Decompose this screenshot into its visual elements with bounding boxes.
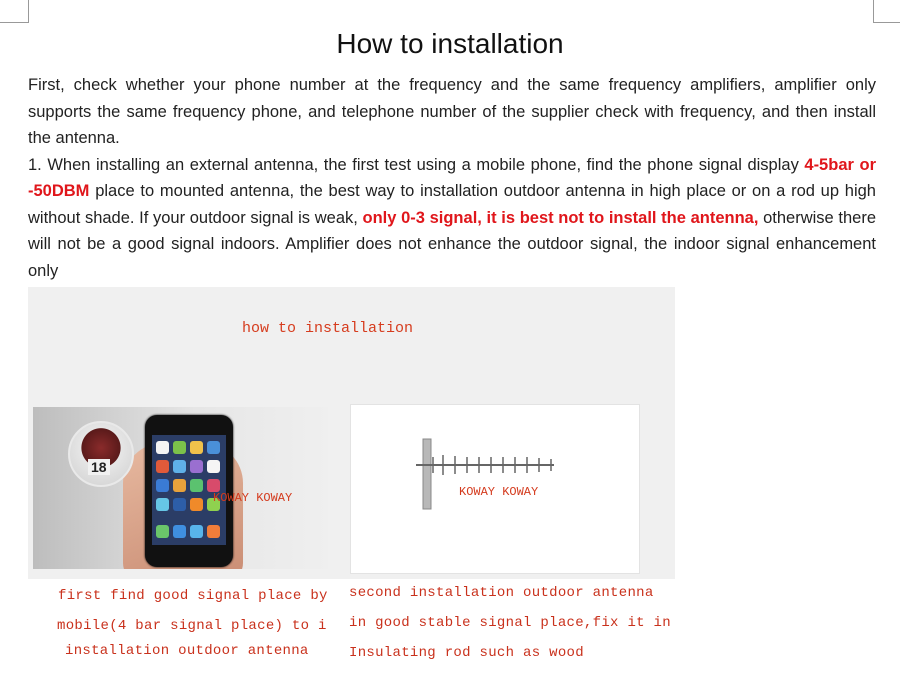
step-one-text-c: otherwise there will not be a good signal indoors. Amplifier does not enhance the outdoor signal, the indoor signal enhancement only [28, 208, 876, 280]
instructions-body [28, 72, 876, 284]
caption-left-line-2: mobile(4 bar signal place) to i [57, 618, 327, 634]
figure-heading: how to installation [242, 320, 414, 337]
phone-signal-photo [33, 407, 328, 569]
corner-mark-top-left [0, 0, 29, 23]
step-one-text-b: place to mounted antenna, the best way to installation outdoor antenna in high place or on a rod up high without shade. If your outdoor signal is weak, [28, 182, 876, 227]
phone-screen [152, 435, 226, 545]
caption-right-line-1: second installation outdoor antenna [349, 585, 654, 601]
corner-mark-top-right [873, 0, 900, 23]
caption-right-line-3: Insulating rod such as wood [349, 645, 584, 661]
step-one-paragraph [28, 152, 876, 285]
signal-requirement-highlight: 4-5bar or -50DBM [28, 155, 876, 200]
step-one-text-a: 1. When installing an external antenna, the first test using a mobile phone, find the phone signal display [28, 155, 805, 174]
outdoor-antenna-photo [350, 404, 640, 574]
watermark-left: KOWAY KOWAY [213, 491, 293, 505]
caption-left-line-1: first find good signal place by [58, 588, 328, 604]
installation-figure [28, 287, 675, 660]
watermark-right: KOWAY KOWAY [459, 485, 539, 499]
signal-bars-closeup [68, 421, 134, 487]
weak-signal-warning: only 0-3 signal, it is best not to install the antenna, [362, 208, 759, 227]
intro-paragraph: First, check whether your phone number at the frequency and the same frequency amplifiers, amplifier only supports the same frequency phone, and telephone number of the supplier check with frequency, and then install the antenna. [28, 76, 876, 147]
page-title: How to installation [336, 28, 564, 59]
caption-left-line-3: installation outdoor antenna [65, 643, 309, 659]
signal-closeup-number: 18 [88, 459, 110, 475]
caption-right-line-2: in good stable signal place,fix it in [349, 615, 671, 631]
